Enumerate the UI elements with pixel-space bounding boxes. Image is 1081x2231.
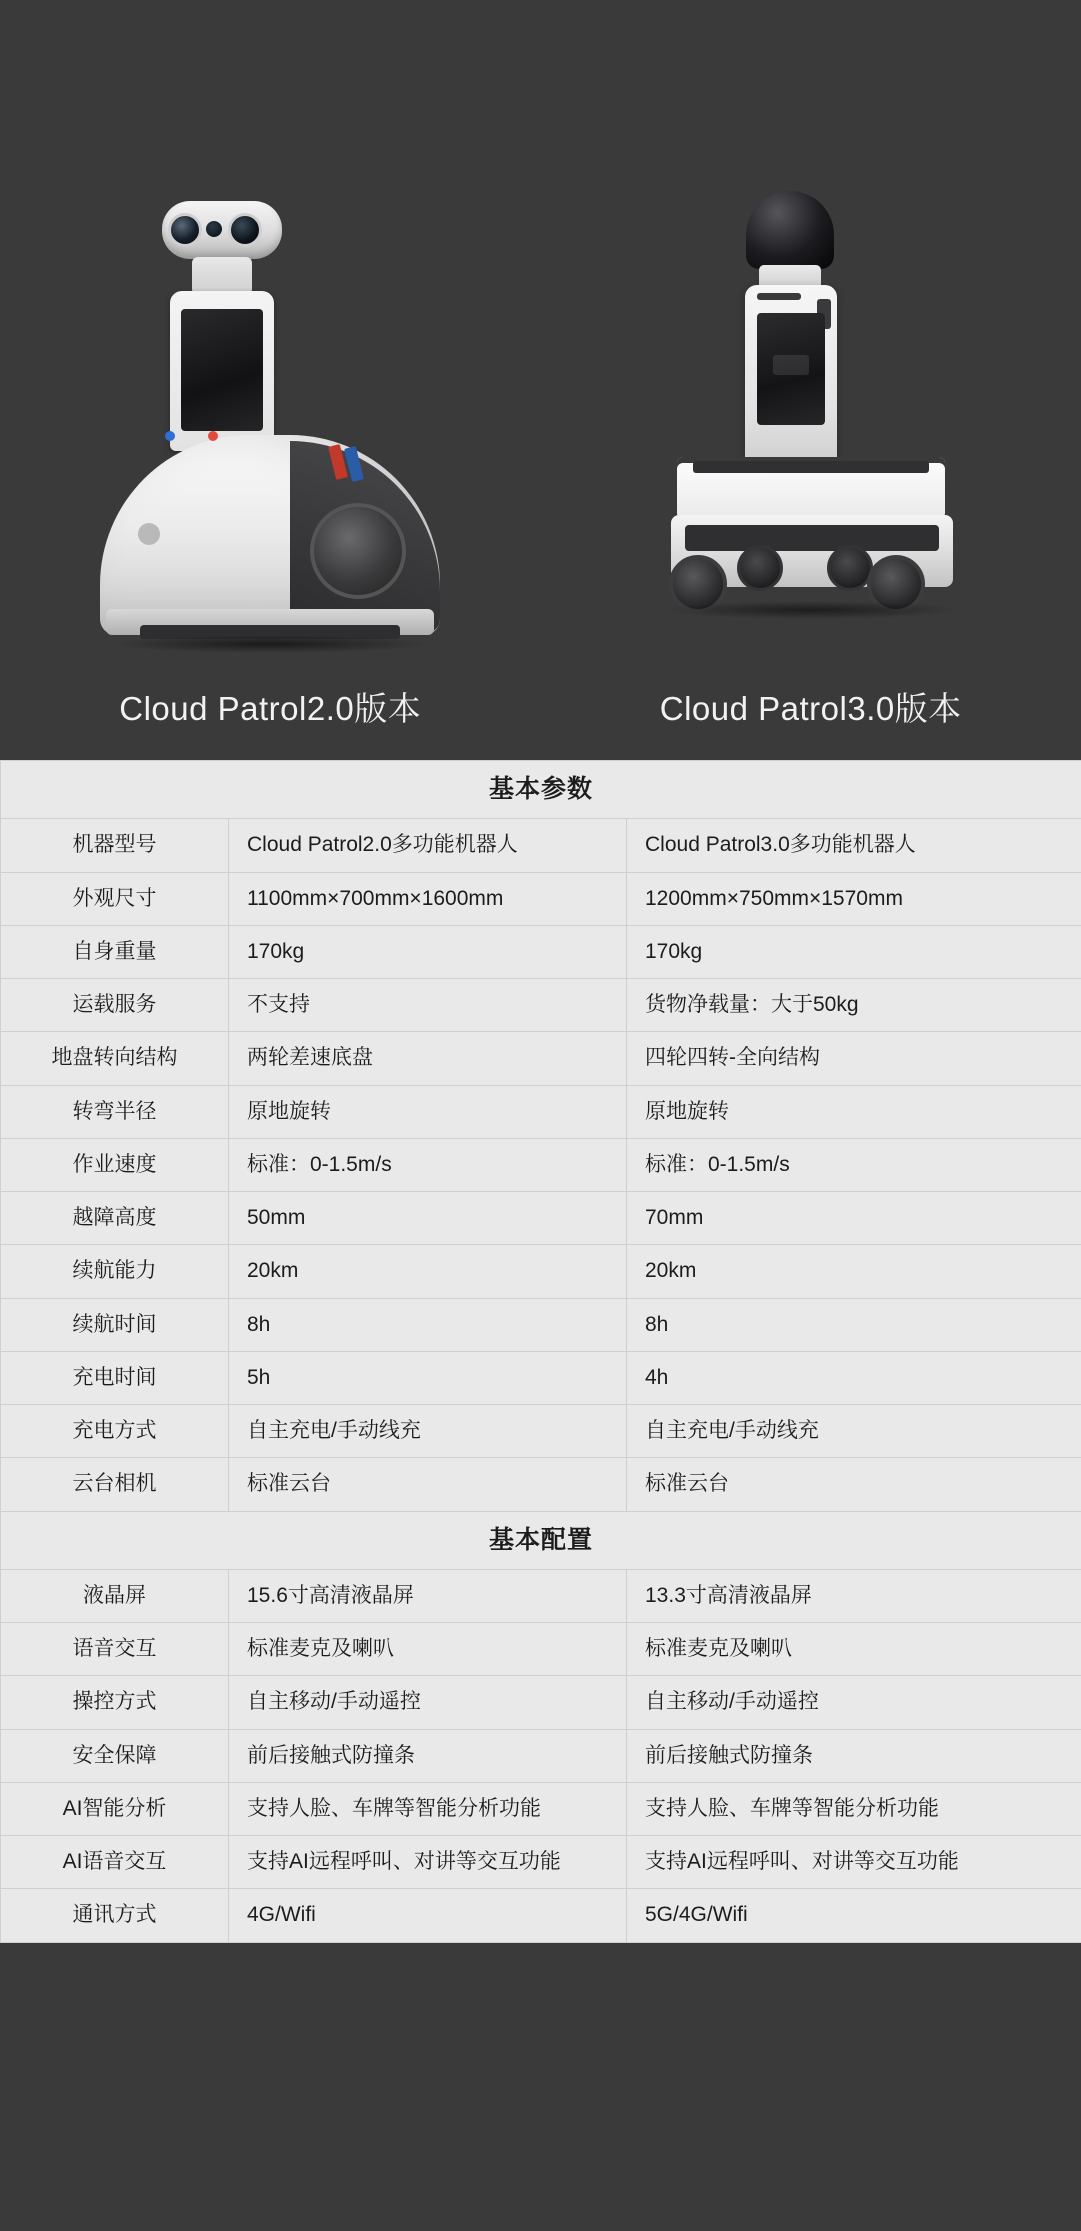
robot-wheel-rear-right — [827, 545, 873, 591]
robot-screen-panel — [170, 291, 274, 451]
table-row — [1, 979, 1081, 1032]
row-value-v2: 原地旋转 — [229, 1085, 627, 1138]
row-value-v2: 5h — [229, 1351, 627, 1404]
camera-lens-icon — [168, 213, 202, 247]
table-row — [1, 1676, 1081, 1729]
row-value-v2: 20km — [229, 1245, 627, 1298]
section-title: 基本参数 — [1, 761, 1081, 819]
table-row — [1, 1458, 1081, 1511]
camera-head-icon — [162, 201, 282, 259]
table-row — [1, 1245, 1081, 1298]
section-header-row — [1, 761, 1081, 819]
row-value-v2: 自主充电/手动线充 — [229, 1405, 627, 1458]
row-label: 续航能力 — [1, 1245, 229, 1298]
table-row — [1, 1032, 1081, 1085]
row-value-v3: Cloud Patrol3.0多功能机器人 — [627, 819, 1081, 872]
row-label: 充电方式 — [1, 1405, 229, 1458]
table-row — [1, 1351, 1081, 1404]
camera-lens-small-icon — [206, 221, 222, 237]
table-row — [1, 1298, 1081, 1351]
robot-image-cloud-patrol-3 — [541, 43, 1081, 673]
product-column-2 — [0, 0, 541, 760]
row-value-v2: 两轮差速底盘 — [229, 1032, 627, 1085]
row-label: 自身重量 — [1, 925, 229, 978]
ground-shadow — [110, 635, 430, 653]
table-row — [1, 1729, 1081, 1782]
row-value-v2: 支持AI远程呼叫、对讲等交互功能 — [229, 1836, 627, 1889]
row-label: 机器型号 — [1, 819, 229, 872]
row-value-v3: 四轮四转-全向结构 — [627, 1032, 1081, 1085]
row-label: 作业速度 — [1, 1138, 229, 1191]
chassis-dark-band — [685, 525, 939, 551]
row-value-v3: 自主移动/手动遥控 — [627, 1676, 1081, 1729]
robot-neck — [192, 257, 252, 295]
row-label: 地盘转向结构 — [1, 1032, 229, 1085]
row-value-v2: 不支持 — [229, 979, 627, 1032]
row-label: 语音交互 — [1, 1623, 229, 1676]
row-value-v2: 支持人脸、车牌等智能分析功能 — [229, 1782, 627, 1835]
row-value-v2: 标准云台 — [229, 1458, 627, 1511]
spec-table-basic-parameters — [0, 760, 1081, 1943]
robot-wheel-rear-left — [737, 545, 783, 591]
row-label: 越障高度 — [1, 1192, 229, 1245]
row-value-v3: 前后接触式防撞条 — [627, 1729, 1081, 1782]
row-label: 通讯方式 — [1, 1889, 229, 1942]
ground-shadow — [661, 601, 961, 619]
row-value-v2: Cloud Patrol2.0多功能机器人 — [229, 819, 627, 872]
camera-lens-secondary-icon — [228, 213, 262, 247]
sensor-dome-icon — [746, 191, 834, 269]
table-row — [1, 925, 1081, 978]
row-value-v3: 170kg — [627, 925, 1081, 978]
row-value-v3: 5G/4G/Wifi — [627, 1889, 1081, 1942]
row-label: 续航时间 — [1, 1298, 229, 1351]
table-row — [1, 1889, 1081, 1942]
row-value-v2: 4G/Wifi — [229, 1889, 627, 1942]
table-row — [1, 1782, 1081, 1835]
section-header-row — [1, 1511, 1081, 1569]
row-value-v3: 自主充电/手动线充 — [627, 1405, 1081, 1458]
row-value-v3: 标准：0-1.5m/s — [627, 1138, 1081, 1191]
row-value-v2: 1100mm×700mm×1600mm — [229, 872, 627, 925]
robot-image-cloud-patrol-2 — [0, 43, 541, 673]
hero-product-images — [0, 0, 1081, 760]
row-value-v3: 标准麦克及喇叭 — [627, 1623, 1081, 1676]
row-value-v3: 支持人脸、车牌等智能分析功能 — [627, 1782, 1081, 1835]
brand-logo-icon — [773, 355, 809, 375]
table-row — [1, 1623, 1081, 1676]
table-row — [1, 1405, 1081, 1458]
row-value-v3: 货物净载量：大于50kg — [627, 979, 1081, 1032]
table-row — [1, 872, 1081, 925]
robot-drive-wheel — [310, 503, 406, 599]
table-row — [1, 1085, 1081, 1138]
row-value-v3: 70mm — [627, 1192, 1081, 1245]
row-value-v3: 标准云台 — [627, 1458, 1081, 1511]
row-value-v3: 8h — [627, 1298, 1081, 1351]
row-value-v3: 4h — [627, 1351, 1081, 1404]
row-value-v2: 8h — [229, 1298, 627, 1351]
product-caption-2: Cloud Patrol2.0版本 — [119, 690, 422, 727]
row-label: 转弯半径 — [1, 1085, 229, 1138]
row-value-v3: 13.3寸高清液晶屏 — [627, 1569, 1081, 1622]
row-value-v3: 20km — [627, 1245, 1081, 1298]
product-column-3 — [541, 0, 1081, 760]
table-row — [1, 1192, 1081, 1245]
row-value-v3: 原地旋转 — [627, 1085, 1081, 1138]
row-value-v2: 标准：0-1.5m/s — [229, 1138, 627, 1191]
row-value-v2: 自主移动/手动遥控 — [229, 1676, 627, 1729]
table-row — [1, 1569, 1081, 1622]
spec-tables — [0, 760, 1081, 2053]
product-caption-3: Cloud Patrol3.0版本 — [659, 690, 962, 727]
row-value-v3: 1200mm×750mm×1570mm — [627, 872, 1081, 925]
robot-illustration-3 — [641, 173, 981, 673]
section-title: 基本配置 — [1, 1511, 1081, 1569]
row-label: 充电时间 — [1, 1351, 229, 1404]
row-value-v2: 15.6寸高清液晶屏 — [229, 1569, 627, 1622]
row-value-v2: 170kg — [229, 925, 627, 978]
robot-illustration-2 — [100, 173, 440, 673]
row-label: 云台相机 — [1, 1458, 229, 1511]
row-label: 液晶屏 — [1, 1569, 229, 1622]
row-value-v2: 50mm — [229, 1192, 627, 1245]
row-label: 运载服务 — [1, 979, 229, 1032]
row-value-v2: 前后接触式防撞条 — [229, 1729, 627, 1782]
table-row — [1, 1138, 1081, 1191]
row-label: AI语音交互 — [1, 1836, 229, 1889]
vent-slot-top — [757, 293, 801, 300]
row-label: 外观尺寸 — [1, 872, 229, 925]
row-value-v3: 支持AI远程呼叫、对讲等交互功能 — [627, 1836, 1081, 1889]
table-row — [1, 1836, 1081, 1889]
row-label: 安全保障 — [1, 1729, 229, 1782]
row-value-v2: 标准麦克及喇叭 — [229, 1623, 627, 1676]
table-row — [1, 819, 1081, 872]
row-label: AI智能分析 — [1, 1782, 229, 1835]
row-label: 操控方式 — [1, 1676, 229, 1729]
cargo-bed-interior — [693, 461, 929, 473]
